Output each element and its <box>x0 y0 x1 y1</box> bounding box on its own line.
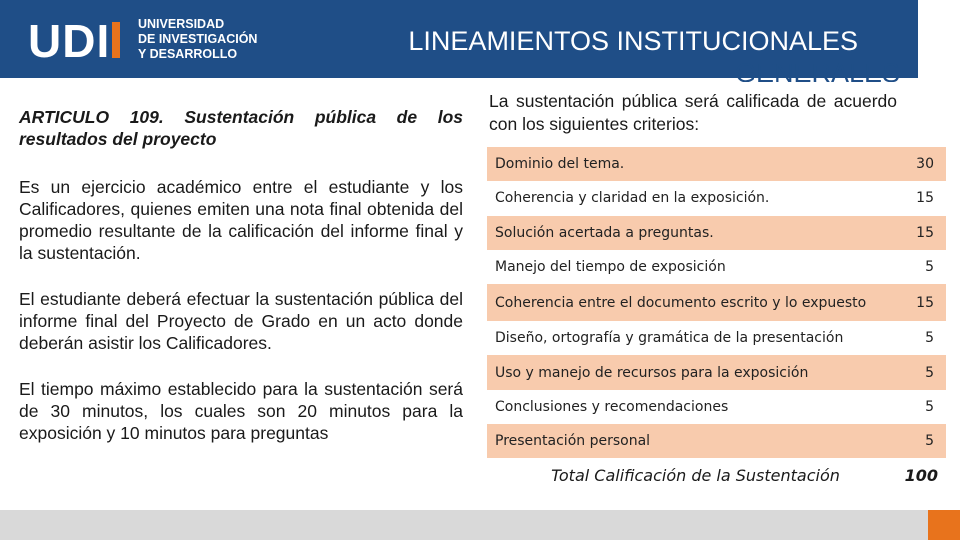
criterion-label: Diseño, ortografía y gramática de la presentación <box>495 330 844 347</box>
criterion-label: Dominio del tema. <box>495 156 625 173</box>
criterion-label: Coherencia y claridad en la exposición. <box>495 190 770 207</box>
page-title-line1: LINEAMIENTOS INSTITUCIONALES <box>408 26 858 56</box>
criterion-points: 5 <box>925 330 934 347</box>
criteria-table <box>487 147 946 492</box>
page-title-line2: GENERALES <box>734 58 900 82</box>
criterion-points: 15 <box>916 294 934 311</box>
university-name <box>138 17 257 62</box>
total-value: 100 <box>904 465 938 485</box>
criterion-label: Uso y manejo de recursos para la exposición <box>495 364 809 381</box>
criterion-label: Presentación personal <box>495 433 651 450</box>
criteria-row <box>487 390 946 424</box>
footer-strip <box>0 510 928 540</box>
criterion-points: 5 <box>925 364 934 381</box>
criterion-points: 5 <box>925 259 934 276</box>
criterion-label: Conclusiones y recomendaciones <box>495 398 729 415</box>
total-row <box>487 458 946 492</box>
criterion-points: 5 <box>925 398 934 415</box>
university-name-line: DE INVESTIGACIÓN <box>138 32 258 46</box>
criterion-points: 15 <box>916 224 934 241</box>
criterion-points: 15 <box>916 190 934 207</box>
criteria-row <box>487 250 946 284</box>
criteria-row <box>487 424 946 458</box>
university-name-line: UNIVERSIDAD <box>138 17 225 31</box>
logo-orange-bar <box>112 22 120 58</box>
university-name-line: Y DESARROLLO <box>138 47 238 61</box>
criteria-row <box>487 355 946 389</box>
criteria-row <box>487 147 946 181</box>
criterion-points: 30 <box>916 156 934 173</box>
criteria-row <box>487 181 946 215</box>
criterion-points: 5 <box>925 433 934 450</box>
total-label: Total Calificación de la Sustentación <box>551 465 840 485</box>
criteria-row <box>487 216 946 250</box>
criterion-label: Manejo del tiempo de exposición <box>495 259 726 276</box>
criterion-label: Solución acertada a preguntas. <box>495 224 714 241</box>
criteria-intro: La sustentación pública será calificada de acuerdo con los siguientes criterios: <box>489 91 897 134</box>
criterion-label: Coherencia entre el documento escrito y lo expuesto <box>495 294 867 311</box>
criteria-row <box>487 284 946 321</box>
article-title: ARTICULO 109. Sustentación pública de los resultados del proyecto <box>19 107 463 149</box>
footer-accent <box>928 510 960 540</box>
article-paragraph: Es un ejercicio académico entre el estudiante y los Calificadores, quienes emiten una nota final obtenida del promedio resultante de la calificación del informe final y la sustentación. <box>19 177 463 263</box>
article-section <box>19 106 463 468</box>
udi-logo-mark: UDI <box>28 18 120 64</box>
page-title <box>338 24 858 58</box>
criteria-row <box>487 321 946 355</box>
article-paragraph: El estudiante deberá efectuar la sustentación pública del informe final del Proyecto de Grado en un acto donde deberán asistir los Calificadores. <box>19 289 463 353</box>
article-paragraph: El tiempo máximo establecido para la sustentación será de 30 minutos, los cuales son 20 minutos para la exposición y 10 minutos para preguntas <box>19 379 463 443</box>
